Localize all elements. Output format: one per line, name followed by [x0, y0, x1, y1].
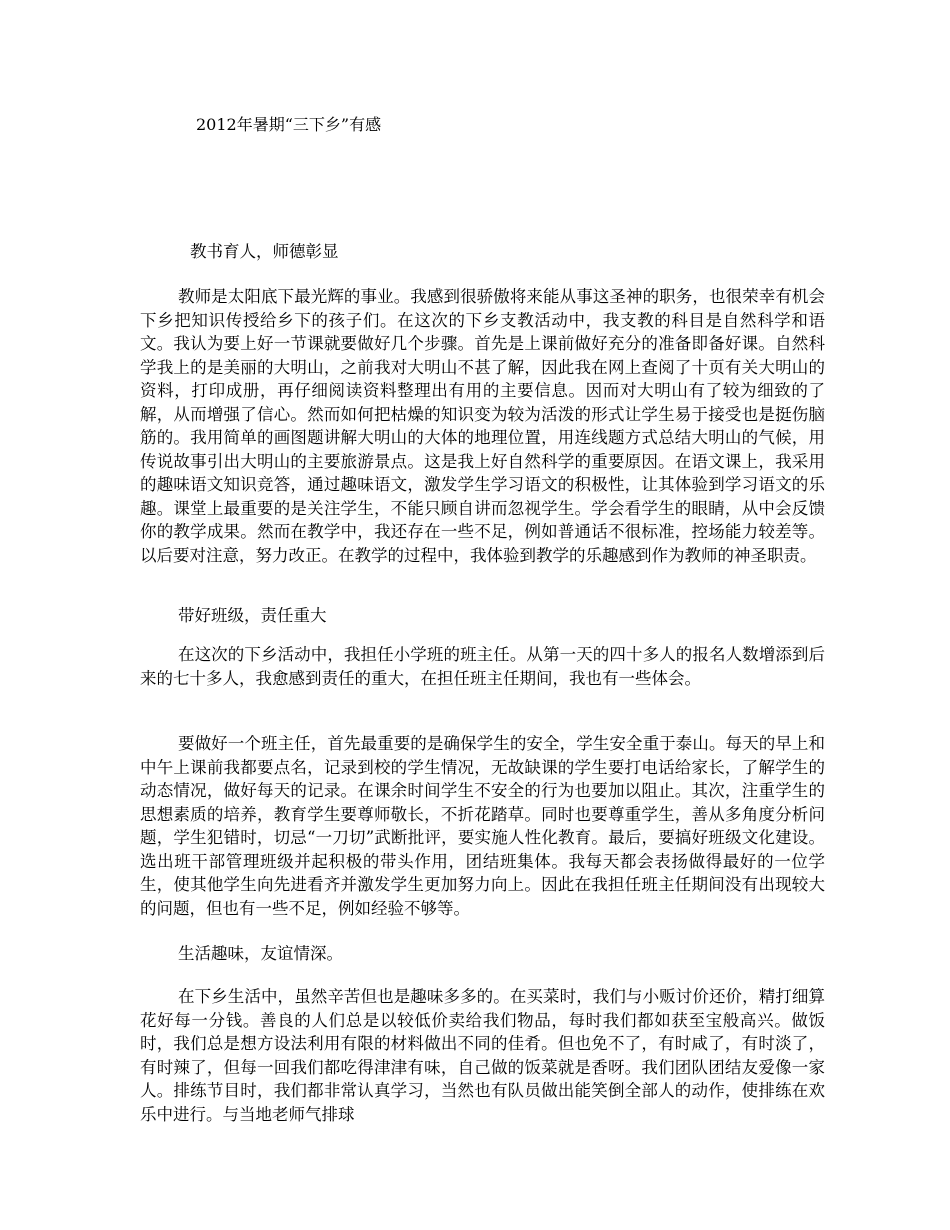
section-heading-teaching: 教书育人，师德彰显: [190, 242, 339, 261]
paragraph-class-intro: 在这次的下乡活动中，我担任小学班的班主任。从第一天的四十多人的报名人数增添到后来的七十多人，我愈感到责任的重大，在担任班主任期间，我也有一些体会。: [140, 645, 825, 688]
paragraph-life: 在下乡生活中，虽然辛苦但也是趣味多多的。在买菜时，我们与小贩讨价还价，精打细算花好每一分钱。善良的人们总是以较低价卖给我们物品，每时我们都如获至宝般高兴。做饭时，我们总是想方设法利用有限的材料做出不同的佳肴。但也免不了，有时咸了，有时淡了，有时辣了，但每一回我们都吃得津津有味，自己做的饭菜就是香呀。我们团队团结友爱像一家人。排练节目时，我们都非常认真学习，当然也有队员做出能笑倒全部人的动作，使排练在欢乐中进行。与当地老师气排球: [140, 987, 825, 1124]
section-heading-life: 生活趣味，友谊情深。: [178, 944, 343, 963]
paragraph-teaching: 教师是太阳底下最光辉的事业。我感到很骄傲将来能从事这圣神的职务，也很荣幸有机会下乡把知识传授给乡下的孩子们。在这次的下乡支教活动中，我支教的科目是自然科学和语文。我认为要上好一节课就要做好几个步骤。首先是上课前做好充分的准备即备好课。自然科学我上的是美丽的大明山，之前我对大明山不甚了解，因此我在网上查阅了十页有关大明山的资料，打印成册，再仔细阅读资料整理出有用的主要信息。因而对大明山有了较为细致的了解，从而增强了信心。然而如何把枯燥的知识变为较为活泼的形式让学生易于接受也是挺伤脑筋的。我用简单的画图题讲解大明山的大体的地理位置，用连线题方式总结大明山的气候，用传说故事引出大明山的主要旅游景点。这是我上好自然科学的重要原因。在语文课上，我采用的趣味语文知识竞答，通过趣味语文，激发学生学习语文的积极性，让其体验到学习语文的乐趣。课堂上最重要的是关注学生，不能只顾自讲而忽视学生。学会看学生的眼睛，从中会反馈你的教学成果。然而在教学中，我还存在一些不足，例如普通话不很标准，控场能力较差等。以后要对注意，努力改正。在教学的过程中，我体验到教学的乐趣感到作为教师的神圣职责。: [140, 287, 825, 565]
section-heading-class: 带好班级，责任重大: [178, 606, 327, 625]
document-title: 2012年暑期“三下乡”有感: [196, 115, 382, 134]
paragraph-class-teacher: 要做好一个班主任，首先最重要的是确保学生的安全，学生安全重于泰山。每天的早上和中午上课前我都要点名，记录到校的学生情况，无故缺课的学生要打电话给家长，了解学生的动态情况，做好每天的记录。在课余时间学生不安全的行为也要加以阻止。其次，注重学生的思想素质的培养，教育学生要尊师敬长，不折花踏草。同时也要尊重学生，善从多角度分析问题，学生犯错时，切忌“一刀切”武断批评，要实施人性化教育。最后，要搞好班级文化建设。选出班干部管理班级并起积极的带头作用，团结班集体。我每天都会表扬做得最好的一位学生，使其他学生向先进看齐并激发学生更加努力向上。因此在我担任班主任期间没有出现较大的问题，但也有一些不足，例如经验不够等。: [140, 734, 825, 918]
